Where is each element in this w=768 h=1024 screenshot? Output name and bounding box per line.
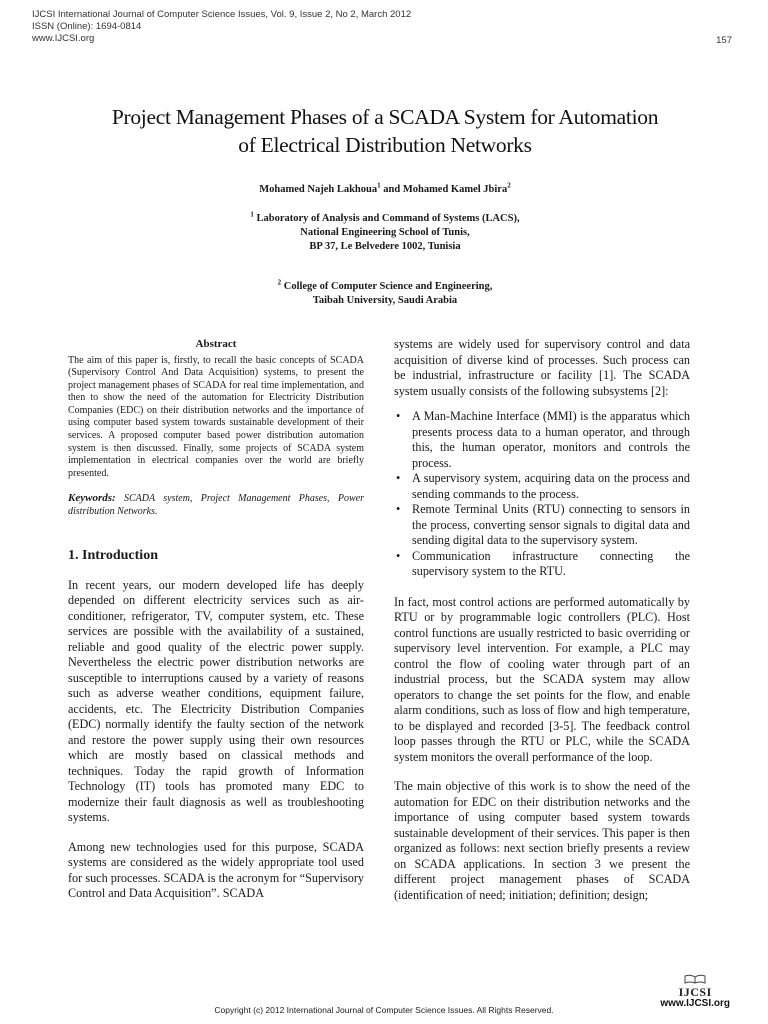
right-paragraph-2: In fact, most control actions are performed automatically by RTU or by programmable logic controllers (PLC). Host control functions are usually restricted to basic overriding or supervisory level intervention. For example, a PLC may control the flow of cooling water through part of an industrial process, but the SCADA system may allow operators to change the set points for the flow, and enable alarm conditions, such as loss of flow and high temperature, to be displayed and recorded [3-5]. The feedback control loop passes through the RTU or PLC, while the SCADA system monitors the overall performance of the loop. xyxy=(394,594,690,764)
affiliation-1-line-3: BP 37, Le Belvedere 1002, Tunisia xyxy=(309,241,461,252)
title-line-1: Project Management Phases of a SCADA System for Automation xyxy=(111,105,659,129)
keywords-label: Keywords: xyxy=(68,492,116,505)
logo-name: IJCSI xyxy=(678,985,712,999)
journal-line: IJCSI International Journal of Computer Science Issues, Vol. 9, Issue 2, No 2, March 2012 xyxy=(32,9,412,20)
left-column xyxy=(68,337,367,916)
affiliation-1-line-1: Laboratory of Analysis and Command of Systems (LACS), xyxy=(256,213,520,224)
list-item: • A Man-Machine Interface (MMI) is the apparatus which presents process data to a human operator, and through this, the human operator, monitors and controls the process. xyxy=(394,409,690,471)
list-item: • A supervisory system, acquiring data on the process and sending commands to the process. xyxy=(394,471,690,502)
logo-url: www.IJCSI.org xyxy=(660,998,730,1009)
author-1-sup: 1 xyxy=(377,181,381,190)
right-paragraph-3: The main objective of this work is to show the need of the automation for EDC on their distribution networks and the importance of using computer based system towards sustainable development of their services. This paper is then organized as follows: next section briefly presents a review on SCADA applications. In section 3 we present the different project management phases of SCADA (identification of need; initiation; definition; design; xyxy=(394,779,690,902)
author-1: Mohamed Najeh Lakhoua xyxy=(259,184,378,195)
running-header xyxy=(32,9,732,45)
affiliation-2 xyxy=(40,280,730,308)
copyright-footer: Copyright (c) 2012 International Journal of Computer Science Issues. All Rights Reserved. xyxy=(214,1005,554,1015)
list-item: • Remote Terminal Units (RTU) connecting to sensors in the process, converting sensor signals to digital data and sending digital data to the supervisory system. xyxy=(394,502,690,549)
section-heading-introduction: 1. Introduction xyxy=(68,548,158,564)
page-number: 157 xyxy=(716,35,732,46)
abstract-body: The aim of this paper is, firstly, to recall the basic concepts of SCADA (Supervisory Control And Data Acquisition) systems, to present the project management phases of SCADA for real time implementation, and then to show the need of the automation for Electricity Distribution Companies (EDC) on their distribution networks and the importance of using computer based system towards sustainable development of their services. A proposed computer based power distribution automation system is then discussed. Finally, some projects of SCADA system implementation in electrical companies over the world are briefly presented. xyxy=(68,354,364,479)
subsystems-list xyxy=(394,409,690,580)
list-item: • Communication infrastructure connecting the supervisory system to the RTU. xyxy=(394,549,690,580)
affiliation-1-sup: 1 xyxy=(250,210,254,219)
affiliation-2-line-2: Taibah University, Saudi Arabia xyxy=(312,295,458,306)
author-conjunction: and xyxy=(380,184,403,195)
abstract-heading: Abstract xyxy=(195,338,237,350)
right-paragraph-1: systems are widely used for supervisory control and data acquisition of diverse kind of processes. Such process can be industrial, infrastructure or facility [1]. The SCADA system usually consists of the following subsystems [2]: xyxy=(394,337,690,398)
ijcsi-logo xyxy=(660,974,730,1009)
website-line: www.IJCSI.org xyxy=(32,33,95,44)
author-2-sup: 2 xyxy=(507,181,511,190)
issn-line: ISSN (Online): 1694-0814 xyxy=(32,21,142,32)
author-2: Mohamed Kamel Jbira xyxy=(402,184,508,195)
intro-paragraph-2: Among new technologies used for this purpose, SCADA systems are considered as the widely appropriate tool used for such processes. SCADA is the acronym for “Supervisory Control and Data Acquisition”. SCADA xyxy=(68,839,364,901)
right-column xyxy=(394,337,690,917)
paper-title xyxy=(40,103,730,159)
title-line-2: of Electrical Distribution Networks xyxy=(238,133,532,157)
affiliation-1-line-2: National Engineering School of Tunis, xyxy=(300,227,470,238)
intro-paragraph-1: In recent years, our modern developed life has deeply depended on different electricity services such as air-conditioner, refrigerator, TV, computer system, etc. These services are possible with the availability of a sustained, reliable and good quality of the electric power supply. Nevertheless the electric power distribution networks are susceptible to interruptions caused by a variety of reasons such as adverse weather conditions, equipment failure, accidents, etc. The Electricity Distribution Companies (EDC) normally identify the faulty section of the network and restore the power supply using their own resources which are mostly based on classical methods and techniques. Today the rapid growth of Information Technology (IT) tools has promoted many EDC to modernize their fault diagnosis as well as troubleshooting systems. xyxy=(68,577,364,825)
affiliation-1 xyxy=(40,212,730,254)
affiliation-2-line-1: College of Computer Science and Engineering, xyxy=(283,281,493,292)
affiliation-2-sup: 2 xyxy=(277,278,282,287)
authors xyxy=(40,181,730,195)
keywords-text: SCADA system, Project Management Phases, Power distribution Networks. xyxy=(68,493,367,518)
keywords xyxy=(68,492,367,518)
